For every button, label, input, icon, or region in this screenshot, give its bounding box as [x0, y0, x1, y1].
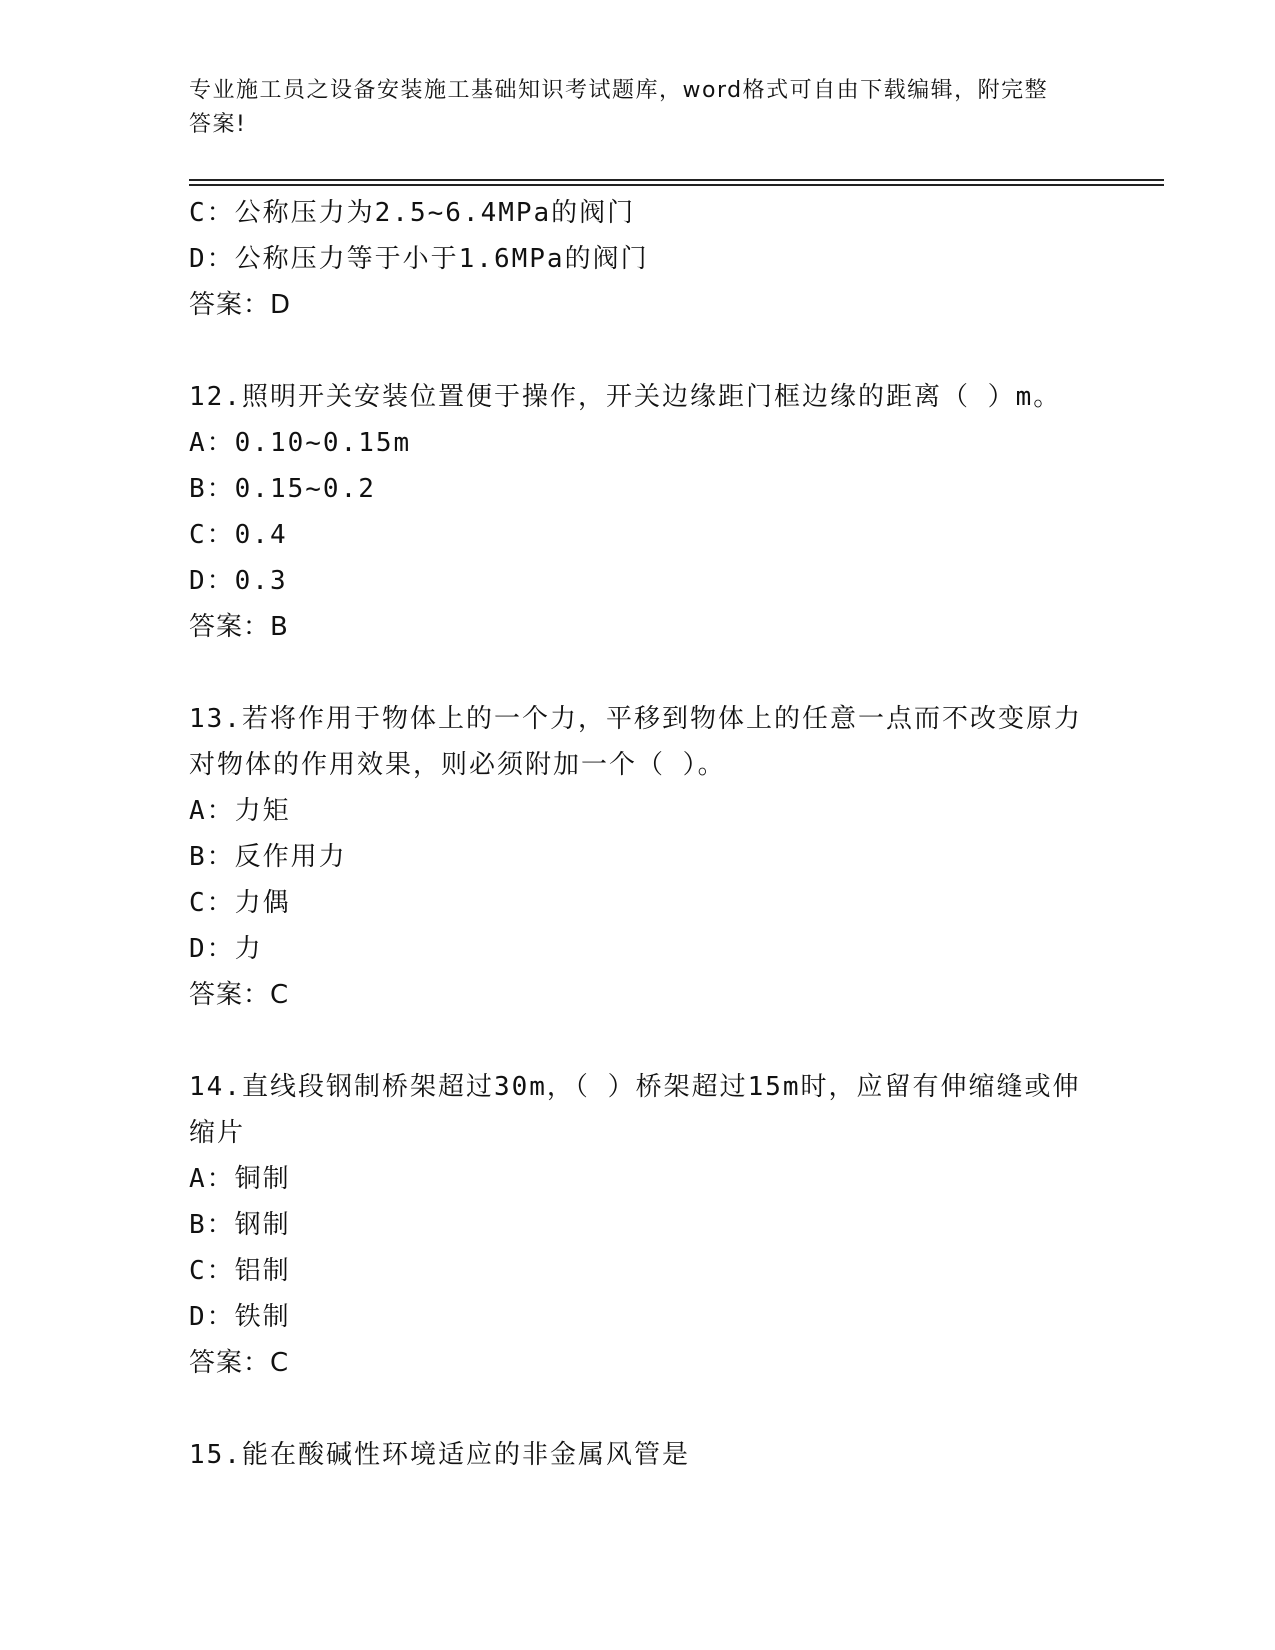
option-d: D：公称压力等于小于1.6MPa的阀门: [189, 244, 649, 274]
question-13: [189, 696, 1089, 1018]
option-b: B：钢制: [189, 1210, 291, 1240]
question-stem: 15.能在酸碱性环境适应的非金属风管是: [189, 1440, 690, 1470]
option-a: A：0.10~0.15m: [189, 428, 412, 458]
answer-line: 答案：B: [189, 612, 289, 642]
option-b: B：反作用力: [189, 842, 347, 872]
option-d: D：铁制: [189, 1302, 291, 1332]
answer-line: 答案：C: [189, 1348, 290, 1378]
question-stem: 14.直线段钢制桥架超过30m，（ ）桥架超过15m时，应留有伸缩缝或伸缩片: [189, 1072, 1081, 1148]
option-c: C：力偶: [189, 888, 291, 918]
header-text: 专业施工员之设备安装施工基础知识考试题库，word格式可自由下载编辑，附完整答案!: [189, 78, 1049, 137]
question-15: [189, 1432, 1089, 1478]
option-c: C：0.4: [189, 520, 288, 550]
question-11-continued: [189, 190, 1089, 328]
option-b: B：0.15~0.2: [189, 474, 376, 504]
option-d: D：0.3: [189, 566, 288, 596]
header-divider-top: [189, 179, 1164, 181]
question-stem: 13.若将作用于物体上的一个力，平移到物体上的任意一点而不改变原力对物体的作用效果，则必须附加一个（ ）。: [189, 704, 1082, 780]
option-a: A：铜制: [189, 1164, 291, 1194]
question-12: [189, 374, 1089, 650]
header-divider-bottom: [189, 184, 1164, 186]
document-header: [189, 74, 1069, 142]
option-c: C：铝制: [189, 1256, 291, 1286]
answer-line: 答案：D: [189, 290, 292, 320]
option-c: C：公称压力为2.5~6.4MPa的阀门: [189, 198, 636, 228]
question-stem: 12.照明开关安装位置便于操作，开关边缘距门框边缘的距离（ ）m。: [189, 382, 1062, 412]
option-d: D：力: [189, 934, 263, 964]
option-a: A：力矩: [189, 796, 291, 826]
question-list: [189, 190, 1089, 1478]
question-14: [189, 1064, 1089, 1386]
answer-line: 答案：C: [189, 980, 290, 1010]
